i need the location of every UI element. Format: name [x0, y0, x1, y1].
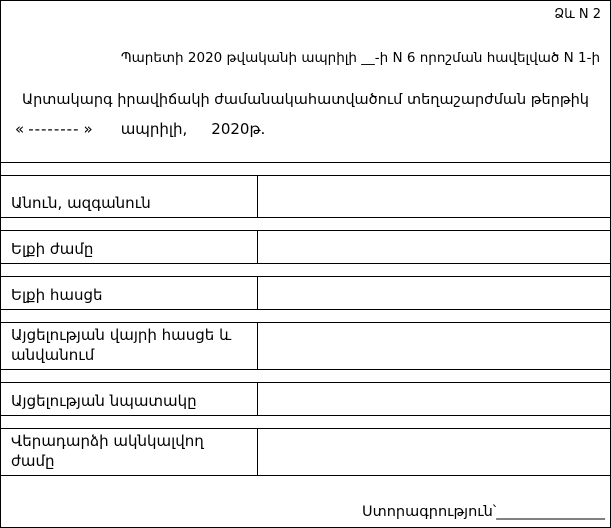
- row-label-cell: [1, 231, 258, 263]
- row-value-cell: [258, 429, 610, 475]
- document-header: [1, 1, 610, 162]
- table-spacer-row: [1, 162, 610, 175]
- table-spacer-row: [1, 309, 610, 322]
- form-number-label: Ձև N 2: [554, 7, 601, 22]
- table-row: [1, 230, 610, 263]
- table-spacer-row: [1, 369, 610, 382]
- date-day-blank: --------: [28, 120, 80, 138]
- table-row: [1, 175, 610, 217]
- movement-table: [1, 162, 610, 527]
- table-spacer-row: [1, 217, 610, 230]
- row-label: Այցելության նպատակը: [11, 391, 197, 410]
- row-label: Անուն, ազգանուն: [11, 193, 151, 212]
- row-label-cell: [1, 383, 258, 415]
- signature-label: Ստորագրություն՝: [362, 504, 497, 520]
- row-value-cell: [258, 277, 610, 309]
- table-row: [1, 428, 610, 475]
- row-label-cell: [1, 176, 258, 217]
- row-label: Այցելության վայրի հասցե և անվանում: [11, 326, 232, 364]
- date-open-quote: «: [15, 120, 25, 138]
- date-close-quote: »: [83, 120, 93, 138]
- document-title: Արտակարգ իրավիճակի ժամանակահատվածում տեղաշարժման թերթիկ: [22, 92, 589, 108]
- table-spacer-row: [1, 263, 610, 276]
- row-label-cell: [1, 429, 258, 475]
- row-value-cell: [258, 383, 610, 415]
- row-value-cell: [258, 176, 610, 217]
- appendix-reference: Պարետի 2020 թվականի ապրիլի __-ի N 6 որոշման հավելված N 1-ի: [120, 50, 600, 66]
- table-row: [1, 276, 610, 309]
- date-line: [1, 120, 610, 138]
- signature-area: [1, 475, 610, 527]
- row-label-cell: [1, 277, 258, 309]
- date-year-label: 2020թ.: [211, 120, 266, 138]
- signature-line: _______________: [496, 504, 605, 520]
- row-value-cell: [258, 323, 610, 369]
- table-row: [1, 382, 610, 415]
- table-row: [1, 322, 610, 369]
- table-spacer-row: [1, 415, 610, 428]
- row-label: Վերադարձի ակնկալվող ժամը: [11, 432, 204, 470]
- row-label-cell: [1, 323, 258, 369]
- row-value-cell: [258, 231, 610, 263]
- row-label: Ելքի հասցե: [11, 285, 103, 304]
- row-label: Ելքի ժամը: [11, 239, 94, 258]
- date-month-label: ապրիլի,: [120, 120, 188, 138]
